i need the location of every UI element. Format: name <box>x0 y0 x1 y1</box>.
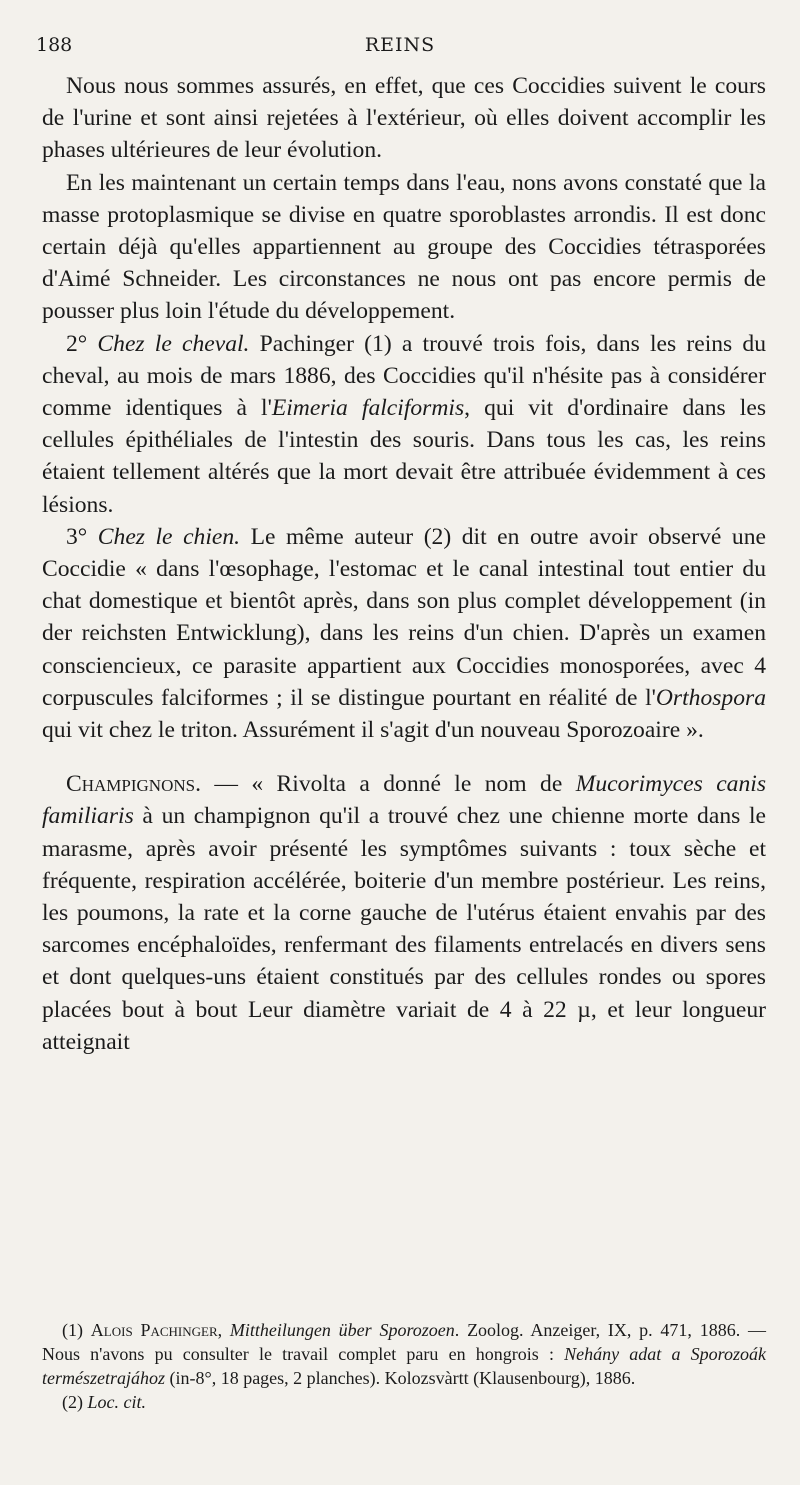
footnote-text: . Zoolog. Anzeiger, IX, p. 471, 1886. — Nous n'avons pu consulter le travail complet paru en hongrois : <box>42 1320 766 1364</box>
footnote-2 <box>42 1390 766 1414</box>
footnote-1 <box>42 1318 766 1390</box>
paragraph-2: En les maintenant un certain temps dans l'eau, nons avons constaté que la masse protoplasmique se divise en quatre sporoblastes arrondis. Il est donc certain déjà qu'elles appartiennent au groupe des Coccidies tétrasporées d'Aimé Schneider. Les circonstances ne nous ont pas encore permis de pousser plus loin l'étude du développement. <box>42 169 766 325</box>
footnote-title: Mittheilungen über Sporozoen <box>229 1320 455 1340</box>
footnote-number: (1) <box>62 1320 83 1340</box>
paragraph-text: Pachinger (1) a trouvé trois fois, dans les reins du cheval, au mois de mars 1886, des Coccidies qu'il n'hésite pas à considérer comme identiques à l' <box>42 330 766 422</box>
page-header <box>32 34 768 60</box>
paragraph-dog <box>42 521 766 746</box>
section-heading: Champignons. <box>66 771 201 798</box>
species-name: Mucorimyces canis familiaris <box>42 771 767 830</box>
paragraph-1: Nous nous sommes assurés, en effet, que ces Coccidies suivent le cours de l'urine et sont ainsi rejetées à l'extérieur, où elles doivent accomplir les phases ultérieures de leur évolution. <box>42 73 766 164</box>
main-text <box>42 70 766 1058</box>
footnotes <box>42 1318 766 1414</box>
paragraph-text: qui vit chez le triton. Assurément il s'agit d'un nouveau Sporozoaire ». <box>42 717 704 744</box>
footnote-number: (2) <box>62 1392 83 1412</box>
section-heading: Chez le cheval. <box>97 330 250 357</box>
species-name: Eimeria falciformis <box>271 395 465 422</box>
paragraph-fungi <box>42 768 766 1058</box>
section-number: 2° <box>66 330 88 357</box>
paragraph-horse <box>42 328 766 521</box>
footnote-text: (in-8°, 18 pages, 2 planches). Kolozsvàrtt (Klausenbourg), 1886. <box>165 1368 636 1388</box>
section-heading: Chez le chien. <box>97 523 241 550</box>
footnote-text: , <box>217 1320 230 1340</box>
paragraph-text: à un champignon qu'il a trouvé chez une chienne morte dans le marasme, après avoir présenté les symptômes suivants : toux sèche et fréquente, respiration accélérée, boiterie d'un membre postérieur. Les reins, les poumons, la rate et la corne gauche de l'utérus étaient envahis par des sarcomes encéphaloïdes, renfermant des filaments entrelacés en divers sens et dont quelques-uns étaient constitués par des cellules rondes ou spores placées bout à bout Leur diamètre variait de 4 à 22 µ, et leur longueur atteignait <box>42 803 766 1055</box>
footnote-title: Nehány adat a Sporozoák természetrajához <box>42 1344 766 1388</box>
footnote-author: Alois Pachinger <box>90 1320 218 1340</box>
paragraph-text: Le même auteur (2) dit en outre avoir observé une Coccidie « dans l'œsophage, l'estomac et le canal intestinal tout entier du chat domestique et bientôt après, dans son plus complet développement (in der reichsten Entwicklung), dans les reins d'un chien. D'après un examen consciencieux, ce parasite appartient aux Coccidies monosporées, avec 4 corpuscules falciformes ; il se distingue pourtant en réalité de l' <box>42 523 766 711</box>
genus-name: Orthospora <box>655 684 766 711</box>
page-number: 188 <box>36 34 73 56</box>
paragraph-text: — « Rivolta a donné le nom de <box>200 771 576 798</box>
paragraph-text: , qui vit d'ordinaire dans les cellules épithéliales de l'intestin des souris. Dans tous les cas, les reins étaient tellement altérés que la mort devait être attribuée évidemment à ces lésions. <box>42 395 766 518</box>
section-number: 3° <box>66 523 88 550</box>
running-title: REINS <box>364 34 436 56</box>
footnote-text: Loc. cit. <box>87 1392 146 1412</box>
